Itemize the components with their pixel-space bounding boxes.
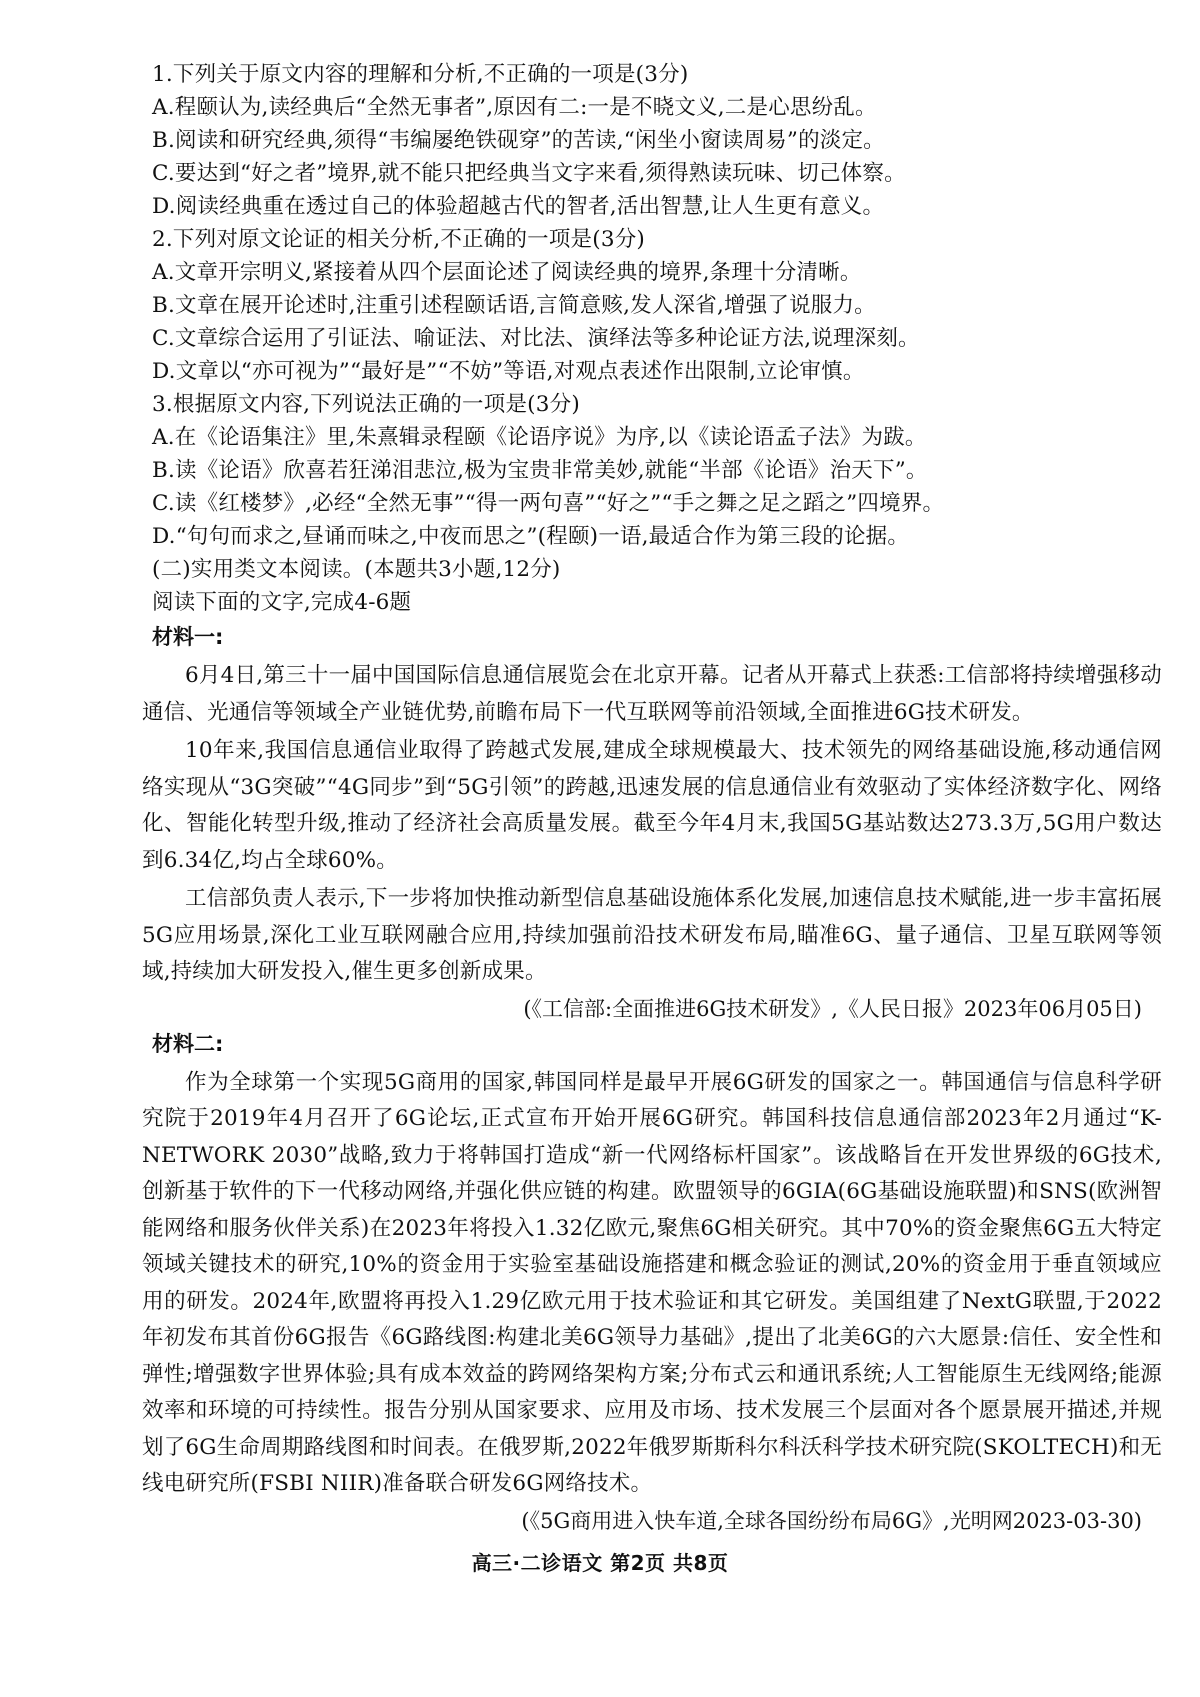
material-1-paragraph: 6月4日,第三十一届中国国际信息通信展览会在北京开幕。记者从开幕式上获悉:工信部将持续增强移动通信、光通信等领域全产业链优势,前瞻布局下一代互联网等前沿领域,全面推进6G技术研发。	[142, 663, 1162, 725]
page-footer: 高三·二诊语文 第2页 共8页	[471, 1551, 729, 1575]
question-3-option-d: D.“句句而求之,昼诵而味之,中夜而思之”(程颐)一语,最适合作为第三段的论据。	[152, 524, 910, 549]
question-3-stem: 3.根据原文内容,下列说法正确的一项是(3分)	[152, 392, 580, 417]
section-instruction: 阅读下面的文字,完成4-6题	[152, 590, 412, 615]
material-1-body	[142, 658, 1162, 991]
material-2-source: (《5G商用进入快车道,全球各国纷纷布局6G》,光明网2023-03-30)	[521, 1508, 1142, 1533]
material-2-paragraph: 作为全球第一个实现5G商用的国家,韩国同样是最早开展6G研发的国家之一。韩国通信与信息科学研究院于2019年4月召开了6G论坛,正式宣布开始开展6G研究。韩国科技信息通信部2023年2月通过“K-NETWORK 2030”战略,致力于将韩国打造成“新一代网络标杆国家”。该战略旨在开发世界级的6G技术,创新基于软件的下一代移动网络,并强化供应链的构建。欧盟领导的6GIA(6G基础设施联盟)和SNS(欧洲智能网络和服务伙伴关系)在2023年将投入1.32亿欧元,聚焦6G相关研究。其中70%的资金聚焦6G五大特定领域关键技术的研究,10%的资金用于实验室基础设施搭建和概念验证的测试,20%的资金用于垂直领域应用的研发。2024年,欧盟将再投入1.29亿欧元用于技术验证和其它研发。美国组建了NextG联盟,于2022年初发布其首份6G报告《6G路线图:构建北美6G领导力基础》,提出了北美6G的六大愿景:信任、安全性和弹性;增强数字世界体验;具有成本效益的跨网络架构方案;分布式云和通讯系统;人工智能原生无线网络;能源效率和环境的可持续性。报告分别从国家要求、应用及市场、技术发展三个层面对各个愿景展开描述,并规划了6G生命周期路线图和时间表。在俄罗斯,2022年俄罗斯斯科尔科沃科学技术研究院(SKOLTECH)和无线电研究所(FSBI NIIR)准备联合研发6G网络技术。	[142, 1069, 1162, 1496]
question-3-option-c: C.读《红楼梦》,必经“全然无事”“得一两句喜”“好之”“手之舞之足之蹈之”四境界。	[152, 491, 945, 516]
question-2-stem: 2.下列对原文论证的相关分析,不正确的一项是(3分)	[152, 227, 646, 252]
question-2-option-a: A.文章开宗明义,紧接着从四个层面论述了阅读经典的境界,条理十分清晰。	[152, 260, 862, 285]
material-2-body	[142, 1065, 1162, 1503]
question-1-option-a: A.程颐认为,读经典后“全然无事者”,原因有二:一是不晓文义,二是心思纷乱。	[152, 95, 877, 120]
question-2-option-d: D.文章以“亦可视为”“最好是”“不妨”等语,对观点表述作出限制,立论审慎。	[152, 359, 865, 384]
material-2-label: 材料二:	[152, 1031, 224, 1056]
question-3-option-a: A.在《论语集注》里,朱熹辑录程颐《论语序说》为序,以《读论语孟子法》为跋。	[152, 425, 927, 450]
material-1-paragraph: 10年来,我国信息通信业取得了跨越式发展,建成全球规模最大、技术领先的网络基础设施,移动通信网络实现从“3G突破”“4G同步”到“5G引领”的跨越,迅速发展的信息通信业有效驱动了实体经济数字化、网络化、智能化转型升级,推动了经济社会高质量发展。截至今年4月末,我国5G基站数达273.3万,5G用户数达到6.34亿,均占全球60%。	[142, 738, 1162, 873]
material-1-paragraph: 工信部负责人表示,下一步将加快推动新型信息基础设施体系化发展,加速信息技术赋能,进一步丰富拓展5G应用场景,深化工业互联网融合应用,持续加强前沿技术研发布局,瞄准6G、量子通信、卫星互联网等领域,持续加大研发投入,催生更多创新成果。	[142, 886, 1162, 984]
question-2-option-b: B.文章在展开论述时,注重引述程颐话语,言简意赅,发人深省,增强了说服力。	[152, 293, 876, 318]
material-1-source: (《工信部:全面推进6G技术研发》,《人民日报》2023年06月05日)	[523, 996, 1142, 1021]
section-title: (二)实用类文本阅读。(本题共3小题,12分)	[152, 557, 561, 582]
question-1-option-d: D.阅读经典重在透过自己的体验超越古代的智者,活出智慧,让人生更有意义。	[152, 194, 885, 219]
question-1-option-b: B.阅读和研究经典,须得“韦编屡绝铁砚穿”的苦读,“闲坐小窗读周易”的淡定。	[152, 128, 885, 153]
question-2-option-c: C.文章综合运用了引证法、喻证法、对比法、演绎法等多种论证方法,说理深刻。	[152, 326, 920, 351]
exam-page	[142, 60, 1162, 1541]
question-1-stem: 1.下列关于原文内容的理解和分析,不正确的一项是(3分)	[152, 62, 689, 87]
material-1-label: 材料一:	[152, 625, 224, 649]
question-1-option-c: C.要达到“好之者”境界,就不能只把经典当文字来看,须得熟读玩味、切己体察。	[152, 161, 906, 186]
question-3-option-b: B.读《论语》欣喜若狂涕泪悲泣,极为宝贵非常美妙,就能“半部《论语》治天下”。	[152, 458, 928, 483]
